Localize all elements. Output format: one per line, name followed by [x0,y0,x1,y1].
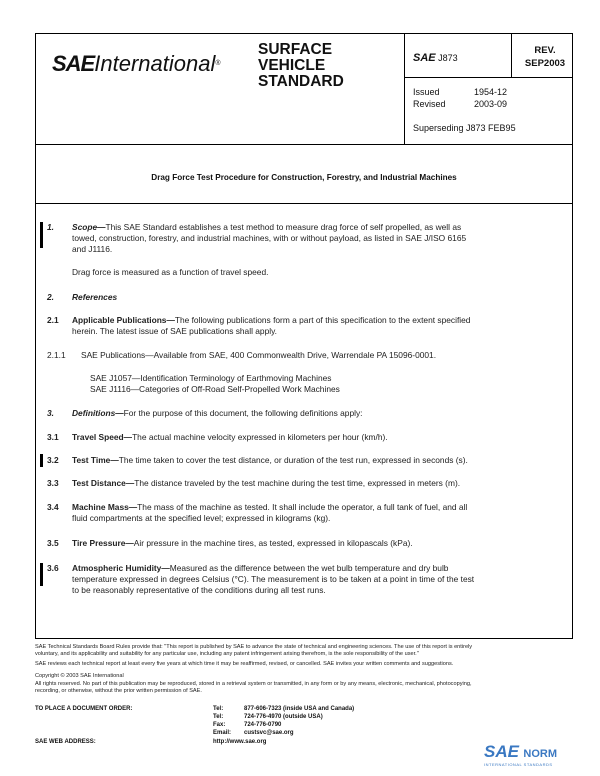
fax-number: 724-776-0790 [244,722,282,728]
publications-line: herein. The latest issue of SAE publications shall apply. [72,326,277,336]
section-number: 3.3 [47,478,59,488]
sae-international-logo: SAEInternational® [52,51,221,76]
standard-type: SURFACE VEHICLE STANDARD [258,41,344,90]
section-number: 3.6 [47,563,59,573]
section-number: 2.1 [47,315,59,325]
document-title: Drag Force Test Procedure for Construction, Forestry, and Industrial Machines [151,173,457,182]
header-rule-1 [404,77,573,78]
header-rule-2 [35,144,573,145]
section-scope: Scope—This SAE Standard establishes a test method to measure drag force of self propelled, as well as [72,222,462,232]
title-rule [35,203,573,204]
web-label: SAE WEB ADDRESS: [35,739,96,745]
web-link[interactable]: http://www.sae.org [213,739,267,745]
section-number: 1. [47,222,54,232]
change-bar [40,563,43,586]
reference-item: SAE J1116—Categories of Off-Road Self-Propelled Work Machines [90,384,340,394]
header-divider-2 [511,33,512,77]
order-label: TO PLACE A DOCUMENT ORDER: [35,706,133,712]
definition-test-time: Test Time—The time taken to cover the test distance, or duration of the test run, expressed in seconds (s). [72,455,468,465]
definition-tire-pressure: Tire Pressure—Air pressure in the machine tires, as tested, expressed in kilopascals (kPa). [72,538,413,548]
section-number: 2.1.1 [47,350,66,360]
scope-paragraph: Drag force is measured as a function of travel speed. [72,267,269,277]
definition-travel-speed: Travel Speed—The actual machine velocity expressed in kilometers per hour (km/h). [72,432,388,442]
reference-item: SAE J1057—Identification Terminology of Earthmoving Machines [90,373,332,383]
superseding: Superseding J873 FEB95 [413,123,516,133]
section-heading: References [72,292,118,302]
section-number: 3.4 [47,502,59,512]
issued-value: 1954-12 [474,87,508,97]
change-bar [40,222,43,248]
header-divider-1 [404,33,405,144]
humidity-line: to be reasonably representative of the conditions during all test runs. [72,585,326,595]
email-link[interactable]: custsvc@sae.org [244,730,294,736]
revision-box: REV. SEP2003 [524,45,566,69]
section-number: 3. [47,408,54,418]
phone-number: 724-776-4970 (outside USA) [244,714,323,720]
revised-value: 2003-09 [474,99,508,109]
section-number: 2. [47,292,54,302]
scope-line: and J1116. [72,244,113,254]
section-number: 3.2 [47,455,59,465]
section-applicable-publications: Applicable Publications—The following publications form a part of this specification to the extent specified [72,315,471,325]
sae-norm-watermark: SAE NORM INTERNATIONAL STANDARDS [484,742,558,767]
definition-test-distance: Test Distance—The distance traveled by the test machine during the test time, expressed in meters (m). [72,478,461,488]
issued-label: Issued [413,87,440,97]
section-number: 3.1 [47,432,59,442]
definition-atmospheric-humidity: Atmospheric Humidity—Measured as the difference between the wet bulb temperature and dry bulb [72,563,449,573]
section-number: 3.5 [47,538,59,548]
scope-line: towed, construction, forestry, and industrial machines, with or without payload, as listed in SAE J/ISO 6165 [72,233,467,243]
revised-label: Revised [413,99,446,109]
document-number: SAE J873 [413,52,458,64]
change-bar [40,454,43,467]
sae-publications: SAE Publications—Available from SAE, 400 Commonwealth Drive, Warrendale PA 15096-0001. [81,350,437,360]
section-definitions: Definitions—For the purpose of this document, the following definitions apply: [72,408,363,418]
machine-mass-line: fluid compartments at the specified level; expressed in kilograms (kg). [72,513,331,523]
definition-machine-mass: Machine Mass—The mass of the machine as tested. It shall include the operator, a full tank of fuel, and all [72,502,468,512]
phone-number: 877-606-7323 (inside USA and Canada) [244,706,355,712]
humidity-line: temperature expressed in degrees Celsius (°C). The measurement is to be taken at a point in time of the test [72,574,475,584]
